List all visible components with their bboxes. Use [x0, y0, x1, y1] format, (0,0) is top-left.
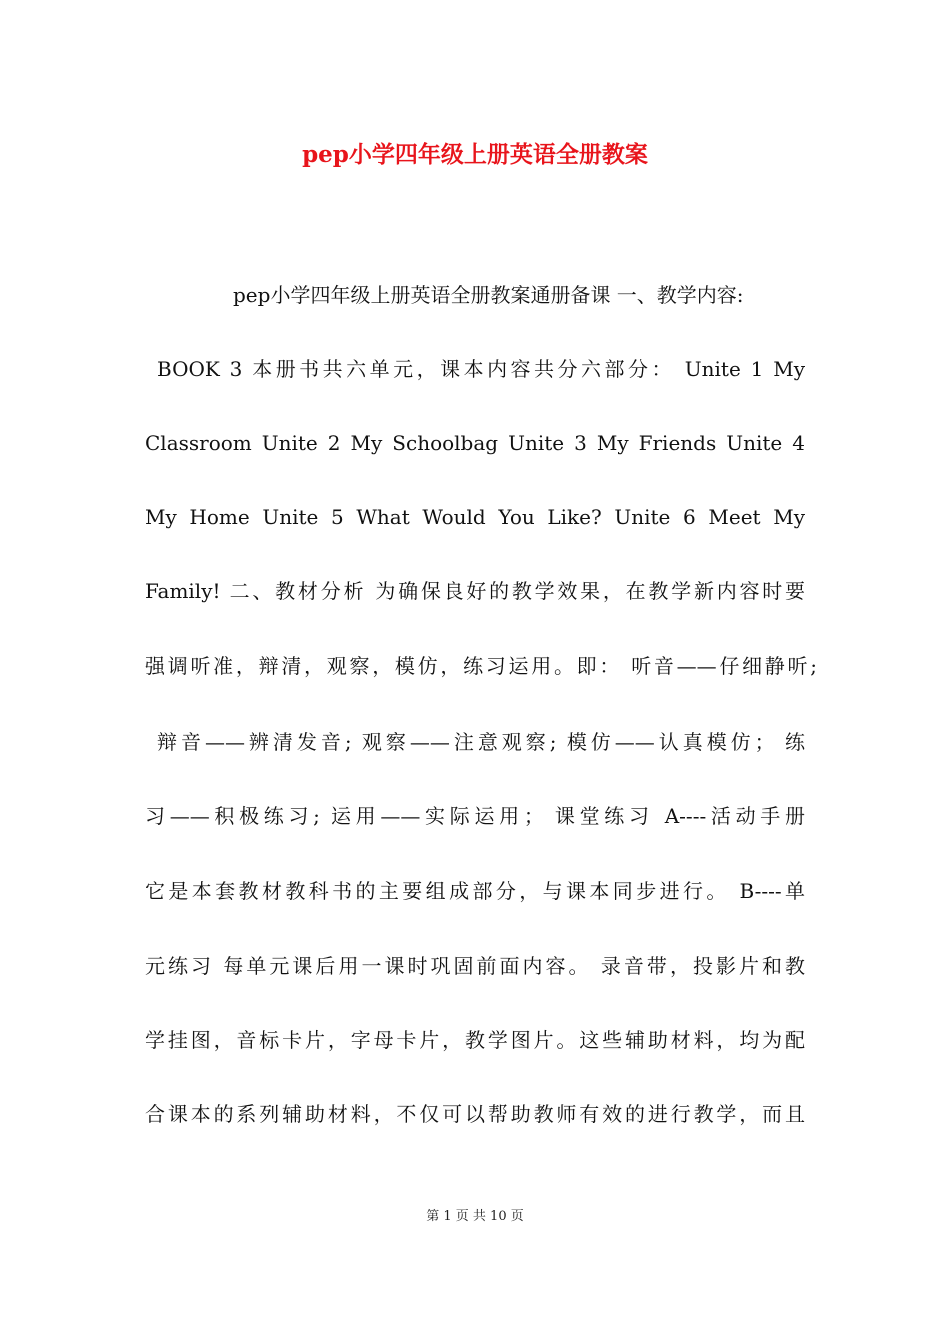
body-line-8: 习——积极练习; 运用——实际运用； 课堂练习 A----活动手册	[145, 804, 805, 828]
body-line-4: My Home Unite 5 What Would You Like? Unite 6 Meet My	[145, 505, 805, 529]
body-line-11: 学挂图，音标卡片，字母卡片，教学图片。这些辅助材料，均为配	[145, 1028, 805, 1052]
document-title: pep小学四年级上册英语全册教案	[302, 141, 648, 168]
body-line-9: 它是本套教材教科书的主要组成部分，与课本同步进行。 B----单	[145, 879, 805, 903]
body-line-5: Family! 二、教材分析 为确保良好的教学效果，在教学新内容时要	[145, 579, 805, 603]
page-number-footer: 第 1 页 共 10 页	[426, 1209, 524, 1224]
body-line-3: Classroom Unite 2 My Schoolbag Unite 3 My Friends Unite 4	[145, 431, 805, 455]
body-line-6: 强调听准，辩清，观察，模仿，练习运用。即： 听音——仔细静听;	[145, 654, 817, 678]
body-line-1: pep小学四年级上册英语全册教案通册备课 一、教学内容:	[233, 283, 744, 307]
body-line-12: 合课本的系列辅助材料，不仅可以帮助教师有效的进行教学，而且	[145, 1102, 805, 1126]
body-line-10: 元练习 每单元课后用一课时巩固前面内容。 录音带，投影片和教	[145, 954, 805, 978]
body-line-7: 辩音——辨清发音; 观察——注意观察; 模仿——认真模仿； 练	[157, 730, 805, 754]
body-line-2: BOOK 3 本册书共六单元，课本内容共分六部分： Unite 1 My	[157, 357, 805, 381]
